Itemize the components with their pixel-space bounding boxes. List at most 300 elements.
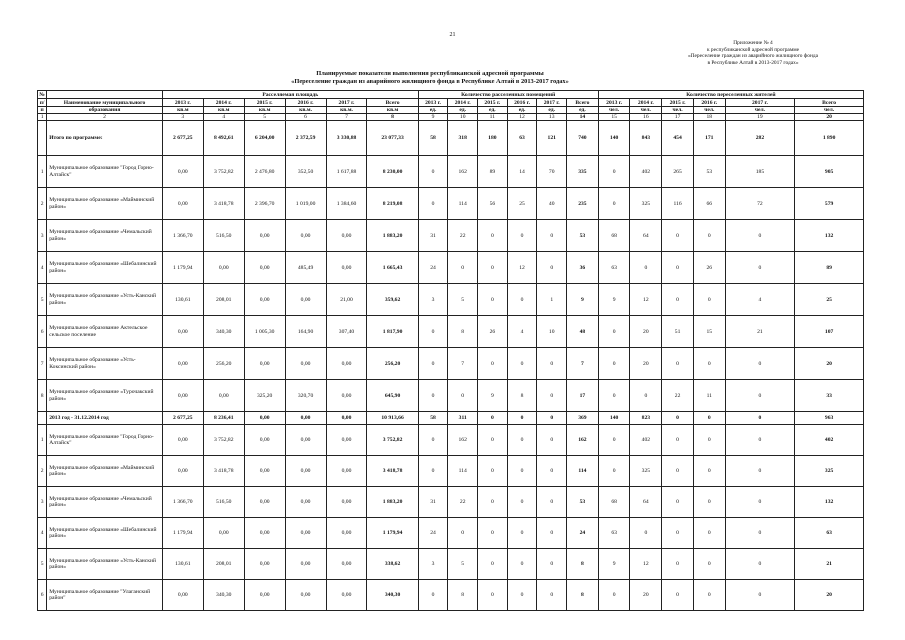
cell-value: 140 [598,121,630,156]
cell-value: 0 [662,412,694,425]
column-number: 11 [478,114,508,121]
cell-value: 0,00 [285,518,326,549]
cell-value: 1 883,20 [367,220,418,252]
cell-value: 823 [630,412,662,425]
cell-value: 0 [598,456,630,487]
cell-value: 36 [567,252,599,284]
table-row [38,456,864,487]
unit-area: кв.м [162,107,203,114]
row-index: 4 [38,518,47,549]
unit-rooms: ед. [567,107,599,114]
municipality-name: Муниципальное образование «Майминский район» [47,456,163,487]
column-number: 12 [507,114,537,121]
cell-value: 0 [725,518,795,549]
cell-value: 121 [537,121,567,156]
cell-value: 0,00 [203,252,244,284]
row-index: 1 [38,425,47,456]
cell-value: 0 [478,284,508,316]
cell-value: 208,01 [203,549,244,580]
cell-value: 340,30 [203,316,244,348]
cell-value: 0 [662,284,694,316]
row-index: 1 [38,156,47,188]
cell-value: 0,00 [244,518,285,549]
cell-value: 63 [507,121,537,156]
appendix-line: Приложение № 4 [733,40,773,46]
cell-value: 114 [448,456,478,487]
cell-value: 0,00 [285,348,326,380]
cell-value: 0,00 [244,220,285,252]
unit-rooms: ед. [478,107,508,114]
cell-value: 0 [630,380,662,412]
cell-value: 325 [795,456,864,487]
cell-value: 22 [448,220,478,252]
cell-value: 0,00 [244,580,285,611]
unit-people: чел. [630,107,662,114]
column-number: 17 [662,114,694,121]
cell-value: 0,00 [203,380,244,412]
cell-value: 0 [630,252,662,284]
cell-value: 0,00 [162,580,203,611]
cell-value: 0 [507,284,537,316]
cell-value: 0 [630,518,662,549]
cell-value: 1 366,70 [162,487,203,518]
municipality-name: Муниципальное образование «Чемальский район» [47,220,163,252]
column-number: 1 [38,114,47,121]
cell-value: 0 [693,412,725,425]
cell-value: 24 [418,518,448,549]
cell-value: 8 [507,380,537,412]
header-year: 2017 г. [326,99,367,107]
table-row [38,252,864,284]
cell-value: 25 [795,284,864,316]
appendix-line: в Республике Алтай в 2013-2017 годах» [707,59,799,66]
unit-rooms: ед. [448,107,478,114]
row-index: 4 [38,252,47,284]
page-number: 21 [449,32,456,38]
row-index: 2 [38,188,47,220]
cell-value: 8 236,41 [203,412,244,425]
cell-value: 0 [418,456,448,487]
cell-value: 1 883,20 [367,487,418,518]
cell-value: 9 [478,380,508,412]
cell-value: 0 [478,518,508,549]
cell-value: 0 [537,518,567,549]
column-number: 6 [285,114,326,121]
cell-value: 0 [478,487,508,518]
cell-value: 1 366,70 [162,220,203,252]
cell-value: 171 [693,121,725,156]
cell-value: 0,00 [285,580,326,611]
cell-value: 1 890 [795,121,864,156]
cell-value: 114 [448,188,478,220]
cell-value: 130,61 [162,549,203,580]
table-row [38,580,864,611]
cell-value: 0 [598,316,630,348]
cell-value: 0,00 [326,487,367,518]
cell-value: 0,00 [244,487,285,518]
table-row [38,316,864,348]
cell-value: 320,70 [285,380,326,412]
cell-value: 20 [630,580,662,611]
cell-value: 8 [567,580,599,611]
header-municipality: Наименование муниципального [47,99,163,107]
cell-value: 26 [478,316,508,348]
cell-value: 53 [693,156,725,188]
cell-value: 24 [567,518,599,549]
cell-value: 0 [418,425,448,456]
cell-value: 516,50 [203,220,244,252]
cell-value: 31 [418,487,448,518]
cell-value: 0 [725,252,795,284]
cell-value: 3 [418,284,448,316]
cell-value: 0 [537,425,567,456]
cell-value: 0 [507,580,537,611]
unit-people: чел. [693,107,725,114]
cell-value: 402 [630,156,662,188]
cell-value: 0 [448,518,478,549]
cell-value: 1 179,94 [162,518,203,549]
cell-value: 0 [598,188,630,220]
municipality-name: Муниципальное образование "Улаганский район" [47,580,163,611]
cell-value: 2 396,70 [244,188,285,220]
header-total: Всего [367,99,418,107]
cell-value: 0,00 [244,348,285,380]
cell-value: 359,62 [367,284,418,316]
cell-value: 162 [448,425,478,456]
municipality-name: Муниципальное образование «Усть-Канский район» [47,549,163,580]
cell-value: 23 077,33 [367,121,418,156]
cell-value: 53 [567,220,599,252]
cell-value: 0 [725,412,795,425]
cell-value: 335 [567,156,599,188]
cell-value: 40 [537,188,567,220]
cell-value: 162 [567,425,599,456]
header-row-units [38,107,864,114]
cell-value: 0 [478,456,508,487]
cell-value: 579 [795,188,864,220]
cell-value: 0 [478,549,508,580]
header-row-groups [38,91,864,99]
cell-value: 318 [448,121,478,156]
cell-value: 10 913,66 [367,412,418,425]
column-number: 20 [795,114,864,121]
header-year: 2015 г. [478,99,508,107]
header-year: 2013 г. [162,99,203,107]
cell-value: 20 [795,348,864,380]
header-no: № [39,91,45,98]
unit-area: кв.м [203,107,244,114]
cell-value: 265 [662,156,694,188]
subtotal-row [38,412,864,425]
cell-value: 0,00 [244,425,285,456]
cell-value: 0 [478,580,508,611]
cell-value: 963 [795,412,864,425]
title-line: «Переселение граждан из аварийного жилищного фонда в Республике Алтай в 2013-2017 годах» [291,77,569,85]
cell-value: 3 752,82 [203,425,244,456]
cell-value: 3 752,82 [203,156,244,188]
unit-people: чел. [662,107,694,114]
cell-value: 1 019,00 [285,188,326,220]
cell-value: 0 [507,425,537,456]
indicators-table [37,90,864,611]
row-index [38,412,47,425]
cell-value: 235 [567,188,599,220]
header-group-rooms: Количество расселенных помещений [418,91,598,99]
cell-value: 164,90 [285,316,326,348]
cell-value: 0 [662,425,694,456]
cell-value: 56 [478,188,508,220]
cell-value: 180 [478,121,508,156]
cell-value: 0 [693,518,725,549]
cell-value: 905 [795,156,864,188]
cell-value: 9 [598,549,630,580]
table-row [38,284,864,316]
column-number: 16 [630,114,662,121]
cell-value: 843 [630,121,662,156]
cell-value: 0,00 [244,456,285,487]
cell-value: 3 418,78 [367,456,418,487]
cell-value: 0 [693,425,725,456]
header-group-residents: Количество переселенных жителей [598,91,863,99]
cell-value: 10 [537,316,567,348]
header-row-column-numbers [38,114,864,121]
cell-value: 9 [567,284,599,316]
cell-value: 338,62 [367,549,418,580]
cell-value: 0,00 [162,380,203,412]
cell-value: 0,00 [285,412,326,425]
unit-area: кв.м [244,107,285,114]
cell-value: 63 [598,518,630,549]
cell-value: 140 [598,412,630,425]
cell-value: 0 [507,549,537,580]
cell-value: 740 [567,121,599,156]
cell-value: 0 [662,348,694,380]
cell-value: 0 [662,220,694,252]
cell-value: 0,00 [326,456,367,487]
cell-value: 15 [693,316,725,348]
header-year: 2016 г. [507,99,537,107]
cell-value: 25 [507,188,537,220]
cell-value: 0 [693,549,725,580]
row-index: 7 [38,348,47,380]
cell-value: 130,61 [162,284,203,316]
cell-value: 3 418,78 [203,456,244,487]
cell-value: 8 492,61 [203,121,244,156]
cell-value: 0,00 [203,518,244,549]
header-municipality-top [47,91,163,99]
cell-value: 0,00 [326,252,367,284]
cell-value: 0 [478,220,508,252]
cell-value: 0 [537,549,567,580]
cell-value: 1 817,90 [367,316,418,348]
row-index: 2 [38,456,47,487]
column-number: 5 [244,114,285,121]
header-year: 2017 г. [725,99,795,107]
header-year: 2014 г. [630,99,662,107]
appendix-line: к республиканской адресной программе [706,46,800,53]
header-year: 2015 г. [244,99,285,107]
cell-value: 0,00 [162,316,203,348]
cell-value: 0 [598,580,630,611]
cell-value: 0 [507,412,537,425]
cell-value: 0 [537,456,567,487]
cell-value: 402 [795,425,864,456]
header-no-line2: п/ [38,99,47,107]
cell-value: 0 [725,549,795,580]
cell-value: 0 [507,518,537,549]
cell-value: 26 [693,252,725,284]
cell-value: 0 [693,456,725,487]
column-number: 4 [203,114,244,121]
unit-people: чел. [598,107,630,114]
cell-value: 63 [795,518,864,549]
cell-value: 325,20 [244,380,285,412]
unit-people: чел. [795,107,864,114]
table-row [38,518,864,549]
table-row [38,380,864,412]
cell-value: 0 [418,348,448,380]
cell-value: 0 [537,412,567,425]
cell-value: 21,00 [326,284,367,316]
column-number: 13 [537,114,567,121]
cell-value: 0 [725,348,795,380]
title-line: Планируемые показатели выполнения республиканской адресной программы [316,70,544,77]
cell-value: 0,00 [285,425,326,456]
cell-value: 1 665,43 [367,252,418,284]
cell-value: 369 [567,412,599,425]
cell-value: 33 [795,380,864,412]
cell-value: 89 [478,156,508,188]
cell-value: 256,20 [367,348,418,380]
cell-value: 20 [630,348,662,380]
cell-value: 0 [537,348,567,380]
cell-value: 68 [598,220,630,252]
cell-value: 0,00 [326,549,367,580]
cell-value: 0,00 [285,284,326,316]
header-municipality-line2: образования [47,107,163,114]
cell-value: 22 [662,380,694,412]
cell-value: 4 [725,284,795,316]
cell-value: 0,00 [162,425,203,456]
cell-value: 11 [693,380,725,412]
cell-value: 8 230,00 [367,156,418,188]
cell-value: 340,30 [367,580,418,611]
cell-value: 2 677,25 [162,121,203,156]
table-row [38,487,864,518]
cell-value: 0,00 [285,456,326,487]
cell-value: 485,49 [285,252,326,284]
column-number: 9 [418,114,448,121]
cell-value: 5 [448,549,478,580]
cell-value: 48 [567,316,599,348]
cell-value: 0,00 [326,220,367,252]
cell-value: 0,00 [285,549,326,580]
cell-value: 0 [598,380,630,412]
cell-value: 307,40 [326,316,367,348]
cell-value: 0 [418,156,448,188]
cell-value: 21 [725,316,795,348]
cell-value: 256,20 [203,348,244,380]
cell-value: 7 [567,348,599,380]
cell-value: 89 [795,252,864,284]
cell-value: 0 [507,220,537,252]
cell-value: 1 617,88 [326,156,367,188]
table-row [38,549,864,580]
cell-value: 5 [448,284,478,316]
cell-value: 7 [448,348,478,380]
cell-value: 6 204,00 [244,121,285,156]
cell-value: 0 [478,348,508,380]
cell-value: 3 752,82 [367,425,418,456]
cell-value: 1 179,94 [367,518,418,549]
cell-value: 0 [448,380,478,412]
cell-value: 0 [598,156,630,188]
table-row [38,188,864,220]
cell-value: 51 [662,316,694,348]
cell-value: 282 [725,121,795,156]
cell-value: 2 677,25 [162,412,203,425]
cell-value: 0,00 [285,220,326,252]
municipality-name: Муниципальное образование "Город Горно-Алтайск" [47,156,163,188]
cell-value: 70 [537,156,567,188]
header-no-line3: п [38,107,47,114]
cell-value: 0,00 [326,425,367,456]
unit-rooms: ед. [507,107,537,114]
cell-value: 0 [693,220,725,252]
cell-value: 2 372,59 [285,121,326,156]
cell-value: 0 [537,252,567,284]
cell-value: 1 384,60 [326,188,367,220]
cell-value: 0 [478,252,508,284]
cell-value: 64 [630,220,662,252]
cell-value: 1 005,30 [244,316,285,348]
cell-value: 352,50 [285,156,326,188]
cell-value: 325 [630,456,662,487]
unit-rooms: ед. [537,107,567,114]
unit-people: чел. [725,107,795,114]
cell-value: 0 [478,412,508,425]
table-row [38,156,864,188]
cell-value: 0,00 [326,412,367,425]
cell-value: 66 [693,188,725,220]
municipality-name: Муниципальное образование "Город Горно-Алтайск" [47,425,163,456]
cell-value: 0 [507,456,537,487]
cell-value: 3 418,78 [203,188,244,220]
cell-value: 0,00 [285,487,326,518]
municipality-name: Муниципальное образование Актельское сельское поселение [47,316,163,348]
appendix-line: «Переселение граждан из аварийного жилищного фонда [687,53,819,60]
cell-value: 0 [693,284,725,316]
header-group-area: Расселяемая площадь [162,91,418,99]
cell-value: 53 [567,487,599,518]
appendix-note [663,40,843,66]
cell-value: 0,00 [326,348,367,380]
cell-value: 20 [795,580,864,611]
cell-value: 0,00 [162,156,203,188]
cell-value: 0 [507,348,537,380]
cell-value: 208,01 [203,284,244,316]
cell-value: 0,00 [326,518,367,549]
cell-value: 63 [598,252,630,284]
header-year: 2014 г. [203,99,244,107]
cell-value: 0 [537,220,567,252]
row-label: Итого по программе: [47,121,163,156]
cell-value: 185 [725,156,795,188]
cell-value: 340,30 [203,580,244,611]
cell-value: 14 [507,156,537,188]
row-index: 3 [38,220,47,252]
cell-value: 24 [418,252,448,284]
